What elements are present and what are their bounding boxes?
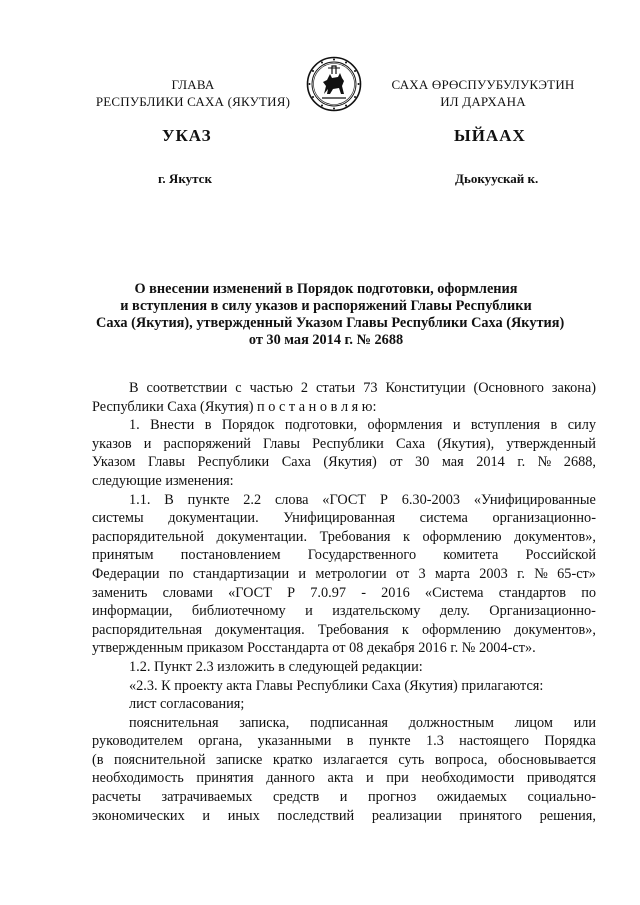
body-line: пояснительная записка, подписанная должностным лицом или xyxy=(129,714,596,731)
issuer-ru-line2: РЕСПУБЛИКИ САХА (ЯКУТИЯ) xyxy=(95,94,291,109)
coat-of-arms-icon xyxy=(306,56,362,112)
body-line: принятым постановлением Государственного комитета Российской xyxy=(92,547,596,564)
body-line: 1. Внести в Порядок подготовки, оформления и вступления в силу xyxy=(129,417,596,434)
body-line: Указом Главы Республики Саха (Якутия) от 30 мая 2014 г. № 2688, xyxy=(92,454,596,471)
body-line: (в пояснительной записке кратко излагается суть вопроса, обосновывается xyxy=(92,751,596,768)
body-line: лист согласования; xyxy=(129,696,245,713)
body-line: утвержденным приказом Росстандарта от 08 декабря 2016 г. № 2004-ст». xyxy=(92,640,536,657)
body-line: руководителем органа, указанными в пункте 1.3 настоящего Порядка xyxy=(92,733,596,750)
issuer-sah-line1: САХА ӨРӨСПУУБУЛУКЭТИН xyxy=(391,77,575,92)
body-line: следующие изменения: xyxy=(92,472,234,489)
issuer-ru-line1: ГЛАВА xyxy=(171,77,215,92)
title-line: от 30 мая 2014 г. № 2688 xyxy=(248,332,404,348)
city-ru: г. Якутск xyxy=(158,171,212,186)
issuer-ru xyxy=(88,76,298,110)
body-line: 1.1. В пункте 2.2 слова «ГОСТ Р 6.30-2003 «Унифицированные xyxy=(129,491,596,508)
document-title xyxy=(96,281,565,349)
body-line: Республики Саха (Якутия) п о с т а н о в л я ю: xyxy=(92,398,377,415)
doc-type-sah: ЫЙААХ xyxy=(454,126,526,145)
doc-type-ru: УКАЗ xyxy=(162,126,212,145)
document-body xyxy=(92,379,596,825)
title-line: Саха (Якутия), утвержденный Указом Главы Республики Саха (Якутия) xyxy=(96,315,565,331)
body-line: распорядительная документация. Требования к оформлению документов», xyxy=(92,621,596,638)
body-line: системы документации. Унифицированная система организационно- xyxy=(92,510,596,527)
body-line: экономических и иных последствий реализации принятого решения, xyxy=(92,807,596,824)
body-line: В соответствии с частью 2 статьи 73 Конституции (Основного закона) xyxy=(129,380,596,396)
body-line: необходимость принятия данного акта и при необходимости приводятся xyxy=(92,770,596,787)
issuer-sah xyxy=(378,76,588,110)
body-line: 1.2. Пункт 2.3 изложить в следующей редакции: xyxy=(129,658,423,675)
body-line: Федерации по стандартизации и метрологии от 3 марта 2003 г. № 65-ст» xyxy=(92,565,596,582)
title-line: О внесении изменений в Порядок подготовки, оформления xyxy=(134,281,518,297)
body-line: информации, библиотечному и издательскому делу. Организационно- xyxy=(92,603,596,620)
body-line: указов и распоряжений Главы Республики Саха (Якутия), утвержденный xyxy=(92,435,596,452)
title-line: и вступления в силу указов и распоряжений Главы Республики xyxy=(120,298,532,314)
issuer-sah-line2: ИЛ ДАРХАНА xyxy=(440,94,526,109)
city-sah: Дьокуускай к. xyxy=(455,171,539,186)
body-line: «2.3. К проекту акта Главы Республики Саха (Якутия) прилагаются: xyxy=(129,677,544,694)
body-line: заменить словами «ГОСТ Р 7.0.97 - 2016 «Система стандартов по xyxy=(92,584,596,601)
body-line: расчеты затрачиваемых средств и прогноз ожидаемых социально- xyxy=(92,789,596,806)
body-line: распорядительной документации. Требования к оформлению документов», xyxy=(92,528,596,545)
